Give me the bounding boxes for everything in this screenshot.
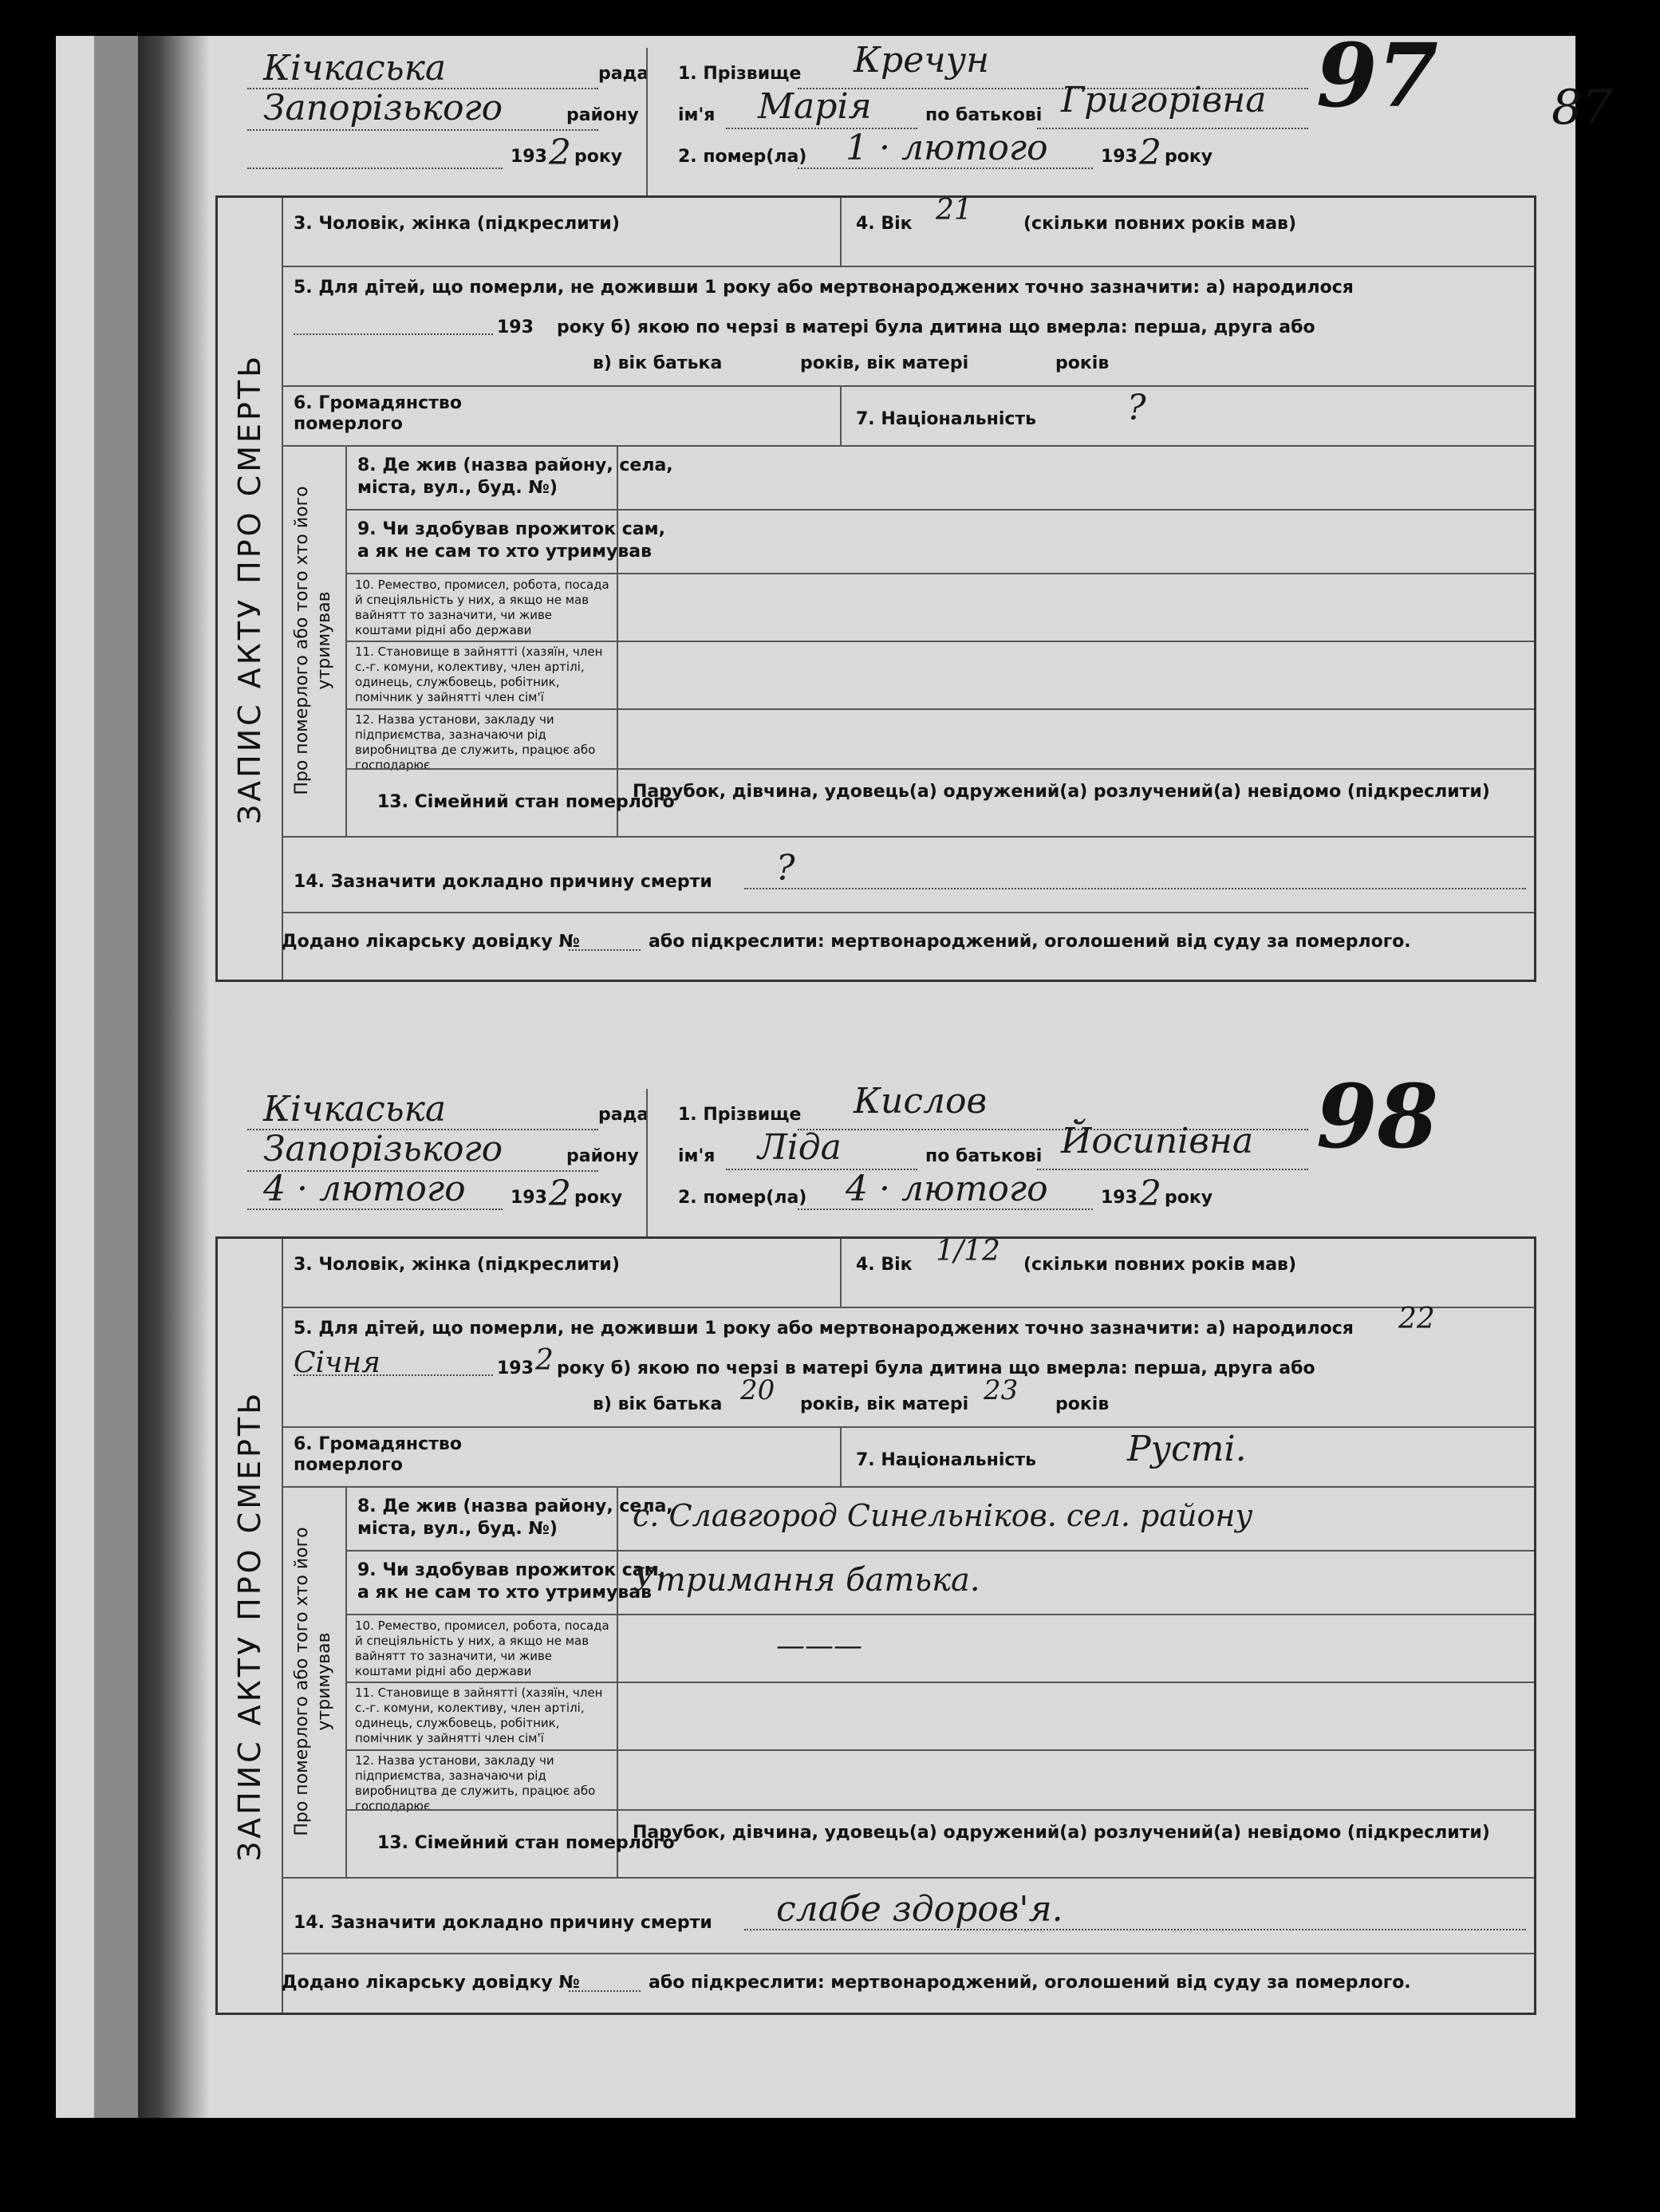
- side-title: ЗАПИС АКТУ ПРО СМЕРТЬ: [232, 353, 267, 825]
- rada-handwritten: Кічкаська: [263, 48, 447, 89]
- field-10-occupation: 10. Ремество, промисел, робота, посада й спеціяльність у них, а якщо не мав вайнятт то зазначити, чи живе коштами рідні або держави: [355, 1619, 609, 1678]
- born-month-handwritten: Січня: [294, 1347, 381, 1379]
- cause-handwritten: слабе здоров'я.: [776, 1889, 1063, 1930]
- rayon-label: району: [566, 105, 639, 125]
- patronymic-handwritten: Григорівна: [1061, 80, 1267, 120]
- field-5b: року б) якою по черзі в матері була дитина що вмерла: перша, друга або: [557, 1358, 1315, 1378]
- binding-gutter: [94, 36, 138, 2118]
- field-5c-mother: років, вік матері: [800, 353, 969, 373]
- died-year-prefix: 193: [1101, 1188, 1138, 1208]
- side-column: [218, 1239, 283, 2013]
- rayon-handwritten: Запорізького: [263, 88, 503, 128]
- field-5b-year: 193: [497, 1358, 534, 1378]
- patronymic-handwritten: Йосипівна: [1061, 1121, 1254, 1161]
- rayon-label: району: [566, 1146, 639, 1166]
- field-5b: року б) якою по черзі в матері була дитина що вмерла: перша, друга або: [557, 317, 1315, 337]
- subject-column-title: Про померлого або того хто його утримував: [292, 486, 334, 795]
- died-year-label: року: [1165, 147, 1213, 167]
- field-10-occupation: 10. Ремество, промисел, робота, посада й спеціяльність у них, а якщо не мав вайнятт то зазначити, чи живе коштами рідні або держави: [355, 578, 609, 637]
- age-handwritten: 21: [936, 194, 972, 227]
- field-8-residence: 8. Де жив (назва району, села, міста, вул., буд. №): [357, 455, 673, 498]
- field-11-position: 11. Становище в зайнятті (хазяїн, член с.-г. комуни, колективу, член артілі, одинець, службовець, робітник, помічник у зайнятті член сім'ї: [355, 1686, 603, 1745]
- record-header: [215, 1065, 1548, 1236]
- name-label: ім'я: [678, 1146, 716, 1166]
- field-9-livelihood: 9. Чи здобував прожиток сам, а як не сам то хто утримував: [357, 519, 665, 562]
- footer-tail: або підкреслити: мертвонароджений, оголошений від суду за померлого.: [649, 1973, 1411, 1993]
- year-prefix: 193: [511, 147, 547, 167]
- field-12-employer: 12. Назва установи, закладу чи підприємства, зазначаючи рід виробництва де служить, працює або господарює: [355, 1753, 596, 1813]
- field-6-citizenship: 6. Громадянство померлого: [294, 393, 462, 434]
- record-number: 98: [1316, 1065, 1439, 1168]
- footer-certificate: Додано лікарську довідку №: [282, 932, 580, 952]
- record-header: [215, 24, 1548, 195]
- field-5c-years: років: [1055, 353, 1110, 373]
- patronymic-label: по батькові: [925, 1146, 1043, 1166]
- field-5c-father: в) вік батька: [593, 1394, 723, 1414]
- year-prefix: 193: [511, 1188, 547, 1208]
- occupation-handwritten: ———: [776, 1630, 862, 1662]
- field-5c-mother: років, вік матері: [800, 1394, 969, 1414]
- born-year-handwritten: 2: [535, 1344, 554, 1377]
- rada-handwritten: Кічкаська: [263, 1089, 447, 1130]
- record-form-box: [215, 195, 1536, 982]
- field-3-sex: 3. Чоловік, жінка (підкреслити): [294, 1255, 620, 1275]
- field-14-cause: 14. Зазначити докладно причину смерти: [294, 872, 712, 892]
- rada-label: рада: [598, 1105, 649, 1125]
- field-5a: 5. Для дітей, що померли, не доживши 1 року або мертвонароджених точно зазначити: а) народилося: [294, 1319, 1354, 1339]
- surname-label: 1. Прізвище: [678, 64, 802, 84]
- surname-handwritten: Кислов: [854, 1081, 988, 1122]
- year-handwritten: 2: [549, 1173, 571, 1214]
- cause-handwritten: ?: [776, 848, 795, 889]
- field-5b-year: 193: [497, 317, 534, 337]
- died-label: 2. помер(ла): [678, 147, 807, 167]
- marital-options: Парубок, дівчина, удовець(а) одружений(а) розлучений(а) невідомо (підкреслити): [633, 782, 1490, 802]
- field-8-residence: 8. Де жив (назва району, села, міста, вул., буд. №): [357, 1496, 673, 1539]
- livelihood-handwritten: Утримання батька.: [633, 1562, 980, 1599]
- field-11-position: 11. Становище в зайнятті (хазяїн, член с.-г. комуни, колективу, член артілі, одинець, службовець, робітник, помічник у зайнятті член сім'ї: [355, 645, 603, 704]
- name-handwritten: Марія: [758, 86, 872, 127]
- field-4-age-label: 4. Вік: [856, 1255, 913, 1275]
- death-record-98: [215, 1065, 1548, 2014]
- field-5c-father: в) вік батька: [593, 353, 723, 373]
- side-column: [218, 198, 283, 980]
- died-year-handwritten: 2: [1139, 1173, 1161, 1214]
- surname-label: 1. Прізвище: [678, 1105, 802, 1125]
- record-form-box: [215, 1236, 1536, 2015]
- patronymic-label: по батькові: [925, 105, 1043, 125]
- year-handwritten: 2: [549, 132, 571, 173]
- nationality-handwritten: ?: [1127, 388, 1146, 428]
- subject-column: [282, 1486, 347, 1877]
- field-9-livelihood: 9. Чи здобував прожиток сам, а як не сам то хто утримував: [357, 1560, 665, 1603]
- torn-edge: [138, 36, 210, 2118]
- died-label: 2. помер(ла): [678, 1188, 807, 1208]
- field-12-employer: 12. Назва установи, закладу чи підприємства, зазначаючи рід виробництва де служить, працює або господарює: [355, 712, 596, 772]
- residence-handwritten: с. Славгород Синельніков. сел. району: [633, 1498, 1253, 1533]
- died-date-handwritten: 4 · лютого: [846, 1169, 1048, 1209]
- marital-options: Парубок, дівчина, удовець(а) одружений(а) розлучений(а) невідомо (підкреслити): [633, 1823, 1490, 1843]
- field-13-marital: 13. Сімейний стан померлого: [377, 792, 675, 812]
- subject-column: [282, 445, 347, 836]
- field-14-cause: 14. Зазначити докладно причину смерти: [294, 1913, 712, 1933]
- year-label: року: [574, 147, 623, 167]
- year-label: року: [574, 1188, 623, 1208]
- name-handwritten: Ліда: [758, 1127, 842, 1168]
- footer-certificate: Додано лікарську довідку №: [282, 1973, 580, 1993]
- died-year-handwritten: 2: [1139, 132, 1161, 173]
- side-title: ЗАПИС АКТУ ПРО СМЕРТЬ: [232, 1390, 267, 1862]
- died-year-prefix: 193: [1101, 147, 1138, 167]
- field-5c-years: років: [1055, 1394, 1110, 1414]
- field-6-citizenship: 6. Громадянство померлого: [294, 1434, 462, 1475]
- age-handwritten: 1/12: [936, 1235, 1000, 1268]
- mother-age-handwritten: 23: [984, 1374, 1019, 1406]
- died-date-handwritten: 1 · лютого: [846, 128, 1048, 168]
- subject-column-title: Про померлого або того хто його утримував: [292, 1527, 334, 1836]
- name-label: ім'я: [678, 105, 716, 125]
- death-record-97: [215, 24, 1548, 989]
- rada-label: рада: [598, 64, 649, 84]
- died-year-label: року: [1165, 1188, 1213, 1208]
- field-7-nationality: 7. Національність: [856, 409, 1037, 429]
- father-age-handwritten: 20: [740, 1374, 775, 1406]
- field-4-age-tail: (скільки повних років мав): [1023, 214, 1297, 234]
- field-5a: 5. Для дітей, що померли, не доживши 1 року або мертвонароджених точно зазначити: а) народилося: [294, 278, 1354, 298]
- field-7-nationality: 7. Національність: [856, 1450, 1037, 1470]
- field-4-age-label: 4. Вік: [856, 214, 913, 234]
- field-13-marital: 13. Сімейний стан померлого: [377, 1833, 675, 1853]
- folio-number: 87: [1552, 80, 1613, 136]
- born-day-handwritten: 22: [1398, 1303, 1435, 1335]
- nationality-handwritten: Русті.: [1127, 1429, 1247, 1469]
- date-handwritten: 4 · лютого: [263, 1169, 466, 1209]
- field-4-age-tail: (скільки повних років мав): [1023, 1255, 1297, 1275]
- footer-tail: або підкреслити: мертвонароджений, оголошений від суду за померлого.: [649, 932, 1411, 952]
- field-3-sex: 3. Чоловік, жінка (підкреслити): [294, 214, 620, 234]
- surname-handwritten: Кречун: [854, 40, 990, 81]
- record-number: 97: [1316, 24, 1439, 127]
- rayon-handwritten: Запорізького: [263, 1129, 503, 1169]
